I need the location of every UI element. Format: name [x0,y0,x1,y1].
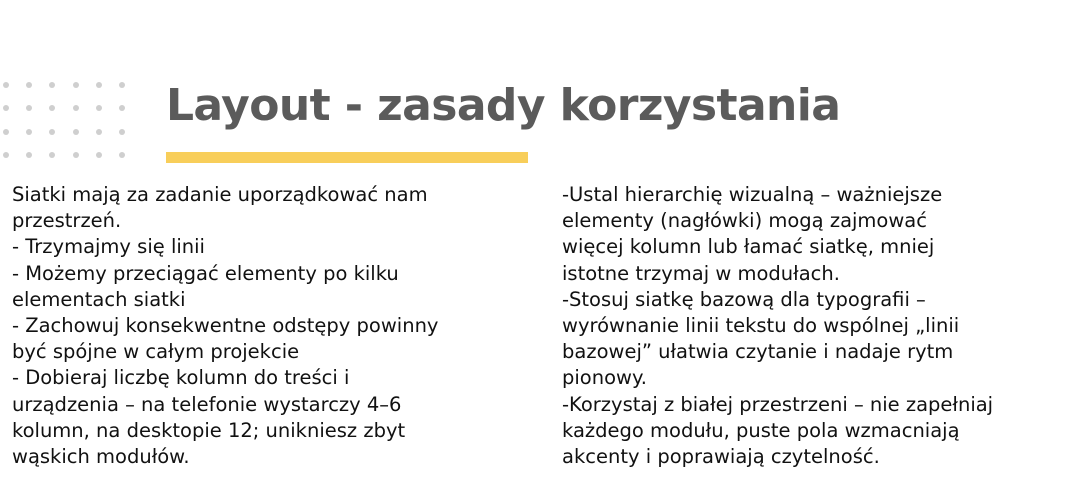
right-text-line: więcej kolumn lub łamać siatkę, mniej [562,235,935,259]
right-text-line: wyrównanie linii tekstu do wspólnej „linii [562,314,960,338]
decorative-dot [73,82,79,88]
decorative-dot [73,129,79,135]
right-text-line: -Ustal hierarchię wizualną – ważniejsze [562,183,943,206]
decorative-dot [49,129,55,135]
decorative-dot [26,105,32,111]
right-text-line: -Korzystaj z białej przestrzeni – nie zapełniaj [562,392,994,416]
decorative-dot [3,152,9,158]
right-text-line: akcenty i poprawiają czytelność. [562,445,880,469]
left-text-line: - Dobieraj liczbę kolumn do treści i [12,366,350,390]
decorative-dot [73,152,79,158]
right-text-line: elementy (nagłówki) mogą zajmować [562,209,927,233]
decorative-dot [49,105,55,111]
title-accent-underline [166,152,528,163]
decorative-dot-grid [3,82,133,162]
decorative-dot [96,82,102,88]
decorative-dot [119,105,125,111]
decorative-dot [26,129,32,135]
left-text-line: być spójne w całym projekcie [12,340,300,364]
decorative-dot [73,105,79,111]
right-text-column [562,182,1082,470]
left-text-line: - Trzymajmy się linii [12,235,205,259]
decorative-dot [96,105,102,111]
decorative-dot [96,152,102,158]
right-text-line: bazowej” ułatwia czytanie i nadaje rytm [562,340,954,364]
left-text-line: - Możemy przeciągać elementy po kilku [12,261,399,285]
decorative-dot [96,129,102,135]
decorative-dot [3,129,9,135]
left-text-column [12,182,532,470]
decorative-dot [26,152,32,158]
right-text-line: pionowy. [562,366,647,390]
decorative-dot [49,152,55,158]
right-text-line: -Stosuj siatkę bazową dla typografii – [562,287,926,311]
left-text-line: Siatki mają za zadanie uporządkować nam [12,183,428,206]
decorative-dot [119,152,125,158]
left-text-line: wąskich modułów. [12,445,190,469]
decorative-dot [49,82,55,88]
left-text-line: kolumn, na desktopie 12; unikniesz zbyt [12,418,406,442]
left-text-line: elementach siatki [12,287,186,311]
slide-title: Layout - zasady korzystania [166,80,841,131]
decorative-dot [3,82,9,88]
right-text-line: każdego modułu, puste pola wzmacniają [562,418,960,442]
left-text-line: przestrzeń. [12,209,122,233]
decorative-dot [3,105,9,111]
left-text-line: urządzenia – na telefonie wystarczy 4–6 [12,392,402,416]
left-text-line: - Zachowuj konsekwentne odstępy powinny [12,314,439,338]
decorative-dot [119,82,125,88]
right-text-line: istotne trzymaj w modułach. [562,261,840,285]
decorative-dot [119,129,125,135]
decorative-dot [26,82,32,88]
